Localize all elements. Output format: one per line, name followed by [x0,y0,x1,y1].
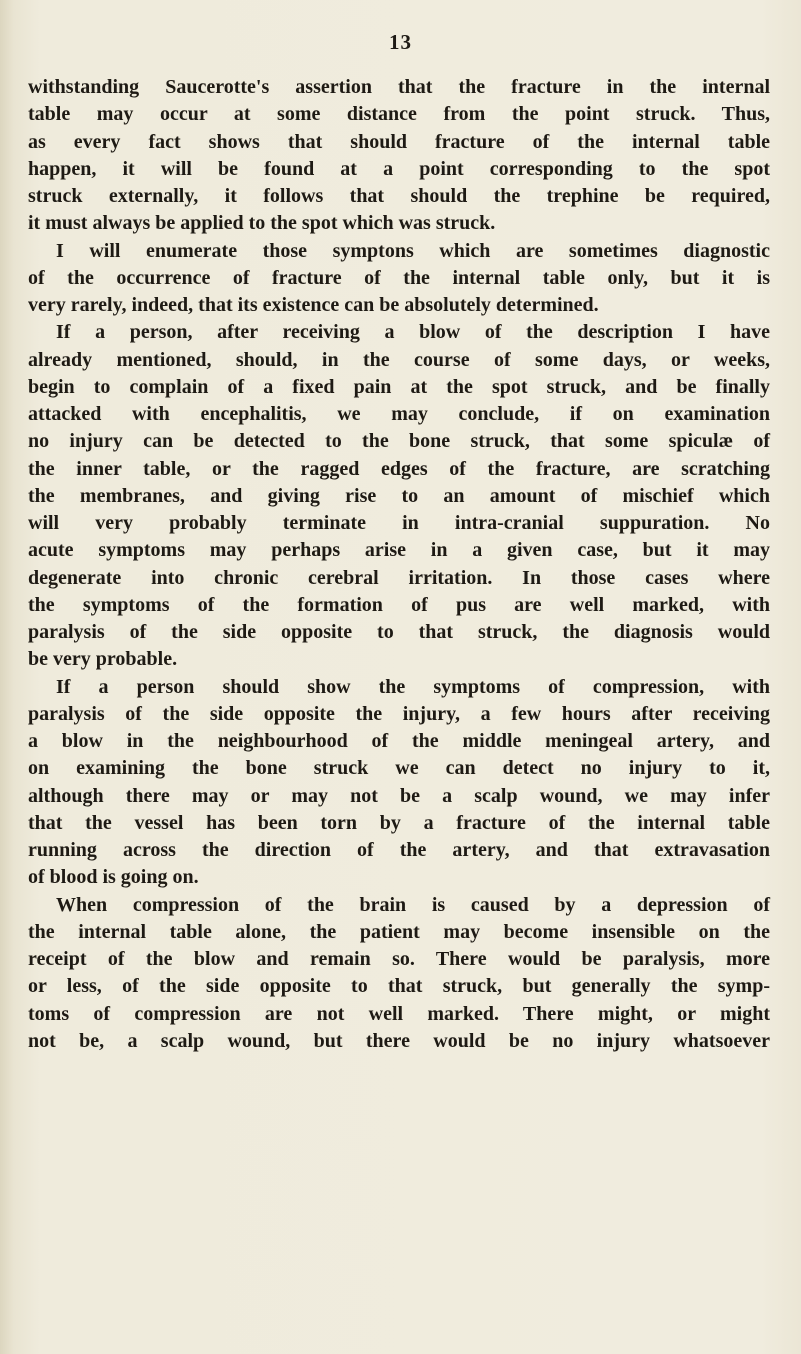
text-line: happen, it will be found at a point corresponding to the spot [28,157,770,180]
text-line: it must always be applied to the spot which was struck. [28,212,496,235]
text-line: very rarely, indeed, that its existence can be absolutely determined. [28,294,599,316]
text-line: on examining the bone struck we can detect no injury to it, [28,757,770,780]
text-line: I will enumerate those symptons which are sometimes diagnostic [56,239,770,262]
text-line: will very probably terminate in intra-cranial suppuration. No [28,512,770,534]
text-line: running across the direction of the artery, and that extravasation [28,839,770,861]
body-text [28,74,770,1055]
text-line: the symptoms of the formation of pus are well marked, with [28,593,770,616]
text-line: toms of compression are not well marked. There might, or might [28,1002,770,1025]
text-line: begin to complain of a fixed pain at the spot struck, and be finally [28,375,770,398]
text-line: not be, a scalp wound, but there would be no injury whatsoever [28,1029,770,1052]
text-line: already mentioned, should, in the course of some days, or weeks, [28,348,770,371]
text-line: although there may or may not be a scalp wound, we may infer [28,784,770,807]
text-line: withstanding Saucerotte's assertion that the fracture in the internal [28,76,770,98]
text-line: the membranes, and giving rise to an amount of mischief which [28,484,770,507]
text-line: receipt of the blow and remain so. There would be paralysis, more [28,948,770,970]
text-line: the internal table alone, the patient may become insensible on the [28,920,770,943]
text-line: of blood is going on. [28,866,199,889]
text-line: the inner table, or the ragged edges of the fracture, are scratching [28,457,770,480]
text-line: be very probable. [28,648,178,671]
text-line: If a person, after receiving a blow of the description I have [56,321,770,344]
text-line: acute symptoms may perhaps arise in a given case, but it may [28,539,770,562]
page-number: 13 [389,30,412,54]
text-line: attacked with encephalitis, we may conclude, if on examination [28,403,770,425]
text-line: that the vessel has been torn by a fracture of the internal table [28,811,770,834]
text-line: When compression of the brain is caused by a depression of [56,893,770,916]
text-line: table may occur at some distance from the point struck. Thus, [28,103,770,126]
text-line: paralysis of the side opposite the injury, a few hours after receiving [28,702,770,725]
text-line: paralysis of the side opposite to that struck, the diagnosis would [28,621,770,643]
text-line: no injury can be detected to the bone struck, that some spiculæ of [28,430,770,453]
text-line: or less, of the side opposite to that struck, but generally the symp- [28,975,770,998]
text-line: as every fact shows that should fracture of the internal table [28,130,770,153]
text-line: struck externally, it follows that should the trephine be required, [28,185,770,207]
text-line: a blow in the neighbourhood of the middle meningeal artery, and [28,730,770,752]
text-line: If a person should show the symptoms of compression, with [56,675,770,698]
text-line: degenerate into chronic cerebral irritation. In those cases where [28,566,770,589]
text-line: of the occurrence of fracture of the internal table only, but it is [28,266,770,289]
